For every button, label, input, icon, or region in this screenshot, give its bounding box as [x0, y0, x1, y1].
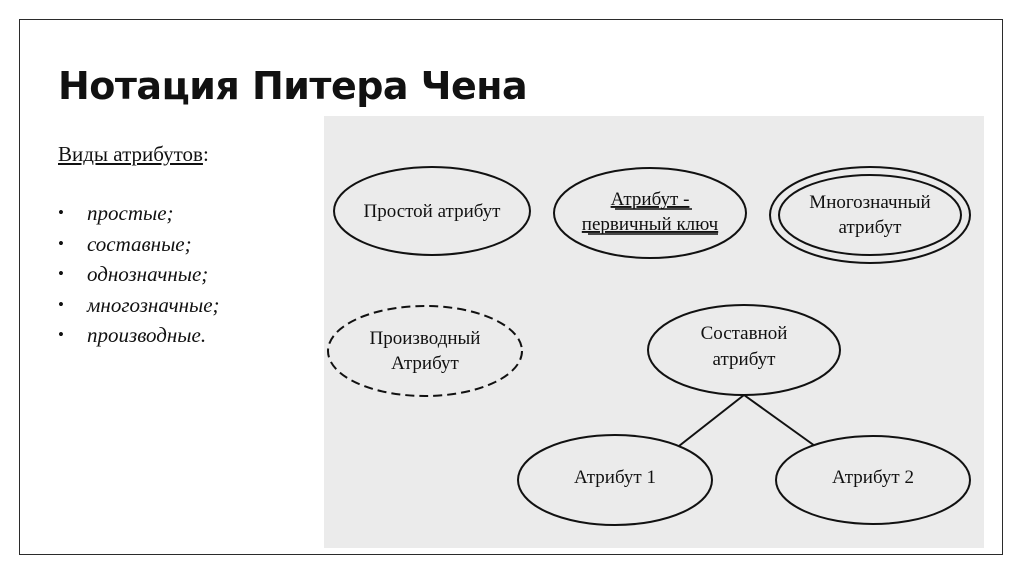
slide-title: Нотация Питера Чена: [58, 64, 528, 108]
composite-attribute-node: [648, 305, 840, 395]
derived-attribute-label-line2: Атрибут: [391, 353, 459, 374]
list-item-text: производные.: [87, 323, 207, 347]
chen-notation-diagram: [324, 116, 984, 548]
component-attribute-1-label: Атрибут 1: [574, 467, 656, 488]
list-item-text: многозначные;: [87, 292, 220, 317]
multivalued-attribute-label-line2: атрибут: [838, 217, 902, 238]
derived-attribute-ellipse: [328, 306, 522, 396]
simple-attribute-node: [334, 167, 530, 255]
composite-attribute-label-line1: Составной: [700, 323, 788, 344]
key-attribute-label-line2: первичный ключ: [581, 214, 719, 235]
key-attribute-label-line1: Атрибут -: [610, 189, 690, 210]
bullet-icon: •: [58, 264, 64, 283]
list-item: [58, 290, 220, 321]
component-attribute-2-label: Атрибут 2: [832, 467, 914, 488]
composite-to-component-2-line: [744, 395, 815, 446]
subtitle-colon: :: [202, 142, 209, 166]
bullet-icon: •: [58, 325, 64, 344]
list-item: [58, 259, 220, 290]
list-item: [58, 320, 220, 351]
subtitle: [58, 142, 209, 167]
bullet-icon: •: [58, 203, 64, 222]
diagram-canvas: [324, 116, 984, 548]
composite-to-component-1-line: [679, 395, 744, 446]
list-item: [58, 229, 220, 260]
composite-attribute-label-line2: атрибут: [712, 349, 776, 370]
subtitle-text: Виды атрибутов: [58, 142, 203, 166]
multivalued-attribute-inner-ellipse: [779, 175, 961, 255]
derived-attribute-label-line1: Производный: [369, 328, 481, 349]
component-attribute-1-node: [518, 435, 712, 525]
bullet-icon: •: [58, 294, 64, 314]
derived-attribute-node: [328, 306, 522, 396]
key-attribute-node: [554, 168, 746, 258]
list-item: [58, 198, 220, 229]
component-attribute-2-node: [776, 436, 970, 524]
attribute-types-list: [58, 198, 220, 351]
key-attribute-ellipse: [554, 168, 746, 258]
list-item-text: однозначные;: [87, 262, 209, 286]
bullet-icon: •: [58, 233, 64, 253]
list-item-text: простые;: [87, 201, 174, 225]
simple-attribute-label: Простой атрибут: [363, 201, 501, 222]
multivalued-attribute-node: [770, 167, 970, 263]
list-item-text: составные;: [87, 231, 192, 256]
multivalued-attribute-label-line1: Многозначный: [809, 192, 931, 213]
